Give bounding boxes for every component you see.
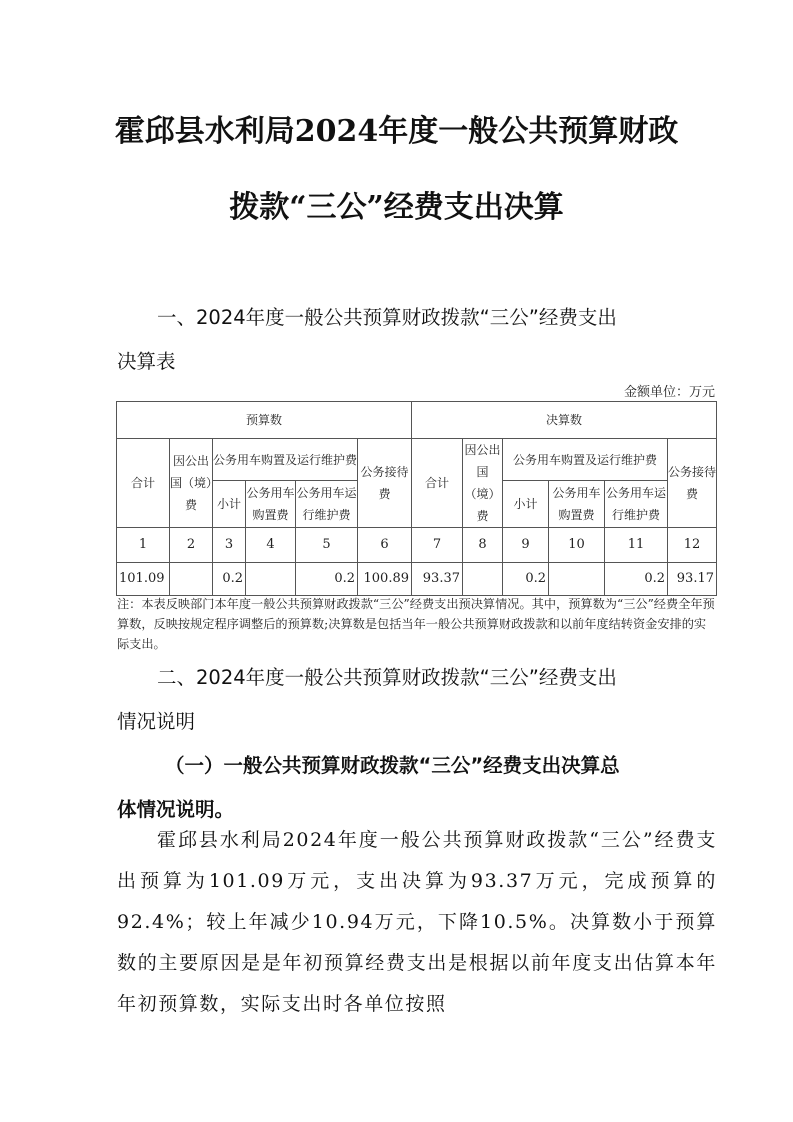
- table-column-number-row: [117, 528, 717, 563]
- header-final-vehicle-purchase: 公务用车购置费: [549, 481, 605, 528]
- header-final-abroad: 因公出国（境）费: [463, 439, 503, 528]
- header-budget-vehicle-subtotal: 小计: [213, 481, 246, 528]
- column-number: 5: [296, 528, 358, 563]
- column-number: 8: [463, 528, 503, 563]
- document-title-line1: 霍邱县水利局2024年度一般公共预算财政: [114, 114, 679, 149]
- header-final-reception: 公务接待费: [668, 439, 717, 528]
- section2-heading-line2: 情况说明: [117, 710, 196, 733]
- value-final-abroad: [463, 563, 503, 596]
- value-final-total: 93.37: [412, 563, 463, 596]
- column-number: 2: [170, 528, 213, 563]
- value-budget-vehicle-purchase: [246, 563, 296, 596]
- column-number: 1: [117, 528, 170, 563]
- header-budget-vehicle-operation: 公务用车运行维护费: [296, 481, 358, 528]
- document-title-line2: 拨款“三公”经费支出决算: [229, 190, 564, 225]
- section2-heading-line1: 二、2024年度一般公共预算财政拨款“三公”经费支出: [157, 666, 617, 689]
- section1-heading-line2: 决算表: [117, 350, 176, 373]
- table-note: 注：本表反映部门本年度一般公共预算财政拨款“三公”经费支出预决算情况。其中，预算数为“三公”经费全年预算数，反映按规定程序调整后的预算数;决算数是包括当年一般公共预算财政拨款和以前年度结转资金安排的实际支出。: [117, 597, 715, 651]
- header-budget-group: 预算数: [117, 402, 412, 439]
- column-number: 7: [412, 528, 463, 563]
- subsection1-heading-line1: （一）一般公共预算财政拨款“三公”经费支出决算总: [165, 754, 620, 777]
- value-budget-abroad: [170, 563, 213, 596]
- body-paragraph: [117, 820, 717, 1025]
- table-header-row: [117, 439, 717, 481]
- header-final-vehicle-subtotal: 小计: [503, 481, 549, 528]
- column-number: 9: [503, 528, 549, 563]
- header-budget-abroad: 因公出国（境）费: [170, 439, 213, 528]
- value-final-vehicle-purchase: [549, 563, 605, 596]
- column-number: 4: [246, 528, 296, 563]
- value-final-vehicle-operation: 0.2: [605, 563, 668, 596]
- section2-heading: [117, 656, 717, 744]
- header-final-total: 合计: [412, 439, 463, 528]
- unit-label: 金额单位：万元: [623, 385, 715, 400]
- section1-heading: [117, 296, 717, 384]
- body-paragraph-text: 霍邱县水利局2024年度一般公共预算财政拨款“三公”经费支出预算为101.09万元，支出决算为93.37万元，完成预算的92.4%；较上年减少10.94万元，下降10.5%。决算数小于预算数的主要原因是是年初预算经费支出是根据以前年度支出估算本年年初预算数，实际支出时各单位按照: [117, 829, 717, 1015]
- column-number: 6: [358, 528, 412, 563]
- column-number: 12: [668, 528, 717, 563]
- column-number: 10: [549, 528, 605, 563]
- header-final-vehicle-operation: 公务用车运行维护费: [605, 481, 668, 528]
- section1-heading-line1: 一、2024年度一般公共预算财政拨款“三公”经费支出: [157, 306, 617, 329]
- value-final-vehicle-subtotal: 0.2: [503, 563, 549, 596]
- header-budget-reception: 公务接待费: [358, 439, 412, 528]
- table-group-header-row: [117, 402, 717, 439]
- column-number: 3: [213, 528, 246, 563]
- three-public-expenses-table: [116, 401, 717, 596]
- column-number: 11: [605, 528, 668, 563]
- header-final-group: 决算数: [412, 402, 717, 439]
- header-budget-vehicle-group: 公务用车购置及运行维护费: [213, 439, 358, 481]
- value-budget-total: 101.09: [117, 563, 170, 596]
- subsection1-heading-line2: 体情况说明。: [117, 798, 235, 821]
- value-budget-vehicle-subtotal: 0.2: [213, 563, 246, 596]
- subsection1-heading: [117, 744, 717, 832]
- header-budget-total: 合计: [117, 439, 170, 528]
- table-row: [117, 563, 717, 596]
- value-final-reception: 93.17: [668, 563, 717, 596]
- header-budget-vehicle-purchase: 公务用车购置费: [246, 481, 296, 528]
- value-budget-reception: 100.89: [358, 563, 412, 596]
- header-final-vehicle-group: 公务用车购置及运行维护费: [503, 439, 668, 481]
- value-budget-vehicle-operation: 0.2: [296, 563, 358, 596]
